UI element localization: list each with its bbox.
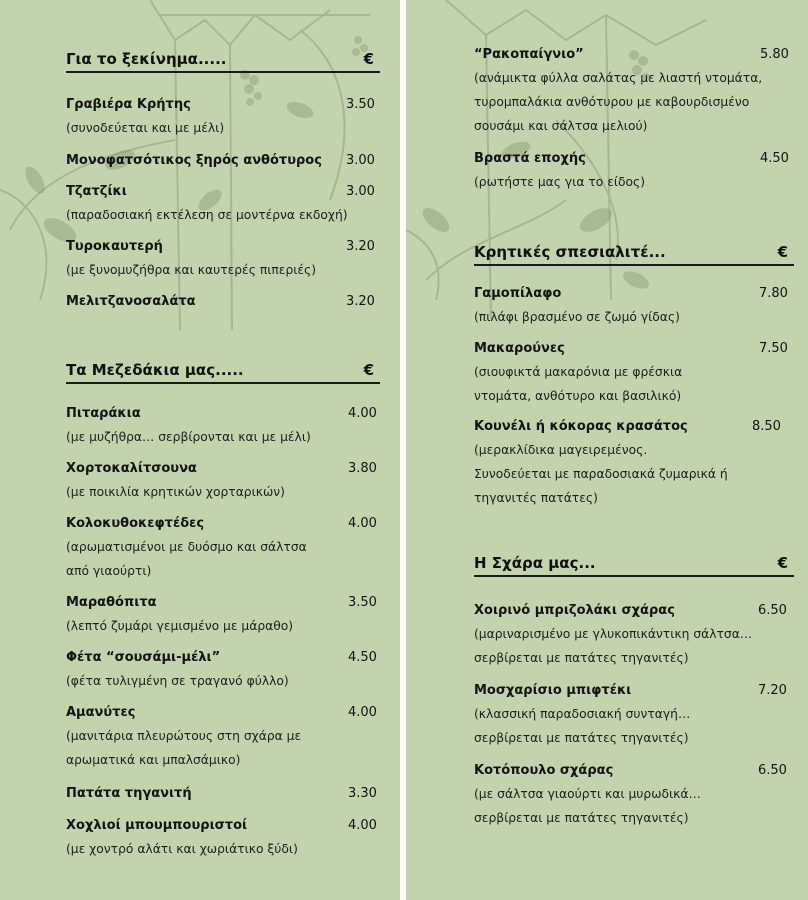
item-description: (φέτα τυλιγμένη σε τραγανό φύλλο) bbox=[66, 674, 289, 688]
section-header-grill bbox=[474, 551, 794, 577]
item-description: (με ποικιλία κρητικών χορταρικών) bbox=[66, 485, 285, 499]
item-price: 7.50 bbox=[759, 341, 788, 356]
item-name: Κοτόπουλο σχάρας bbox=[474, 763, 614, 778]
item-description: τηγανιτές πατάτες) bbox=[474, 491, 598, 505]
item-price: 3.30 bbox=[348, 786, 377, 801]
item-description: από γιαούρτι) bbox=[66, 564, 152, 578]
item-description: σερβίρεται με πατάτες τηγανιτές) bbox=[474, 811, 689, 825]
item-description: (με σάλτσα γιαούρτι και μυρωδικά… bbox=[474, 787, 701, 801]
section-title: Για το ξεκίνημα..... bbox=[66, 50, 227, 68]
item-price: 3.20 bbox=[346, 294, 375, 309]
section-title: Τα Μεζεδάκια μας..... bbox=[66, 361, 244, 379]
item-description: αρωματικά και μπαλσάμικο) bbox=[66, 753, 241, 767]
item-name: Μαραθόπιτα bbox=[66, 595, 157, 610]
item-name: Μοσχαρίσιο μπιφτέκι bbox=[474, 683, 632, 698]
item-price: 7.80 bbox=[759, 286, 788, 301]
item-price: 3.50 bbox=[348, 595, 377, 610]
item-description: (κλασσική παραδοσιακή συνταγή… bbox=[474, 707, 691, 721]
item-name: Τζατζίκι bbox=[66, 184, 127, 199]
section-header-meze bbox=[66, 358, 380, 384]
menu-left-panel bbox=[0, 0, 400, 900]
item-description: Συνοδεύεται με παραδοσιακά ζυμαρικά ή bbox=[474, 467, 728, 481]
item-name: Μονοφατσότικος ξηρός ανθότυρος bbox=[66, 153, 322, 168]
item-description: (με μυζήθρα… σερβίρονται και με μέλι) bbox=[66, 430, 311, 444]
section-title: Κρητικές σπεσιαλιτέ... bbox=[474, 243, 666, 261]
item-price: 5.80 bbox=[760, 47, 789, 62]
item-name: Αμανύτες bbox=[66, 705, 136, 720]
item-price: 3.00 bbox=[346, 153, 375, 168]
item-name: Μακαρούνες bbox=[474, 341, 565, 356]
item-description: τυρομπαλάκια ανθότυρου με καβουρδισμένο bbox=[474, 95, 750, 109]
item-price: 4.50 bbox=[760, 151, 789, 166]
currency-symbol: € bbox=[777, 554, 788, 572]
item-description: ντομάτα, ανθότυρο και βασιλικό) bbox=[474, 389, 682, 403]
item-price: 3.50 bbox=[346, 97, 375, 112]
item-price: 3.00 bbox=[346, 184, 375, 199]
currency-symbol: € bbox=[363, 361, 374, 379]
item-name: Χοχλιοί μπουμπουριστοί bbox=[66, 818, 248, 833]
item-name: Βραστά εποχής bbox=[474, 151, 586, 166]
item-description: (λεπτό ζυμάρι γεμισμένο με μάραθο) bbox=[66, 619, 294, 633]
section-title: Η Σχάρα μας... bbox=[474, 554, 596, 572]
currency-symbol: € bbox=[777, 243, 788, 261]
item-price: 6.50 bbox=[758, 603, 787, 618]
item-description: σερβίρεται με πατάτες τηγανιτές) bbox=[474, 731, 689, 745]
currency-symbol: € bbox=[363, 50, 374, 68]
item-price: 4.00 bbox=[348, 516, 377, 531]
section-header-cretan-specialties bbox=[474, 240, 794, 266]
section-header-starters bbox=[66, 47, 380, 73]
item-name: “Ρακοπαίγνιο” bbox=[474, 47, 584, 62]
item-description: (μαριναρισμένο με γλυκοπικάντικη σάλτσα… bbox=[474, 627, 753, 641]
item-name: Τυροκαυτερή bbox=[66, 239, 163, 254]
item-price: 4.50 bbox=[348, 650, 377, 665]
item-description: (ρωτήστε μας για το είδος) bbox=[474, 175, 646, 189]
item-name: Κουνέλι ή κόκορας κρασάτος bbox=[474, 419, 688, 434]
item-name: Κολοκυθοκεφτέδες bbox=[66, 516, 205, 531]
item-description: (συνοδεύεται και με μέλι) bbox=[66, 121, 225, 135]
menu-right-panel bbox=[406, 0, 808, 900]
item-price: 8.50 bbox=[752, 419, 781, 434]
item-price: 3.20 bbox=[346, 239, 375, 254]
item-name: Πιταράκια bbox=[66, 406, 141, 421]
item-name: Γαμοπίλαφο bbox=[474, 286, 562, 301]
item-description: (με ξυνομυζήθρα και καυτερές πιπεριές) bbox=[66, 263, 317, 277]
item-description: σερβίρεται με πατάτες τηγανιτές) bbox=[474, 651, 689, 665]
item-name: Μελιτζανοσαλάτα bbox=[66, 294, 196, 309]
item-name: Χορτοκαλίτσουνα bbox=[66, 461, 197, 476]
item-description: (με χοντρό αλάτι και χωριάτικο ξύδι) bbox=[66, 842, 298, 856]
item-description: (μανιτάρια πλευρώτους στη σχάρα με bbox=[66, 729, 302, 743]
item-price: 3.80 bbox=[348, 461, 377, 476]
item-price: 4.00 bbox=[348, 818, 377, 833]
item-price: 4.00 bbox=[348, 406, 377, 421]
item-description: (ανάμικτα φύλλα σαλάτας με λιαστή ντομάτα, bbox=[474, 71, 763, 85]
item-description: (πιλάφι βρασμένο σε ζωμό γίδας) bbox=[474, 310, 680, 324]
item-description: (μερακλίδικα μαγειρεμένος. bbox=[474, 443, 648, 457]
item-price: 7.20 bbox=[758, 683, 787, 698]
item-name: Χοιρινό μπριζολάκι σχάρας bbox=[474, 603, 675, 618]
item-description: (σιουφικτά μακαρόνια με φρέσκια bbox=[474, 365, 683, 379]
item-description: (αρωματισμένοι με δυόσμο και σάλτσα bbox=[66, 540, 307, 554]
item-description: σουσάμι και σάλτσα μελιού) bbox=[474, 119, 648, 133]
item-name: Φέτα “σουσάμι-μέλι” bbox=[66, 650, 221, 665]
item-description: (παραδοσιακή εκτέλεση σε μοντέρνα εκδοχή) bbox=[66, 208, 348, 222]
item-name: Πατάτα τηγανιτή bbox=[66, 786, 192, 801]
item-price: 6.50 bbox=[758, 763, 787, 778]
grapevine-illustration bbox=[406, 0, 808, 330]
item-name: Γραβιέρα Κρήτης bbox=[66, 97, 191, 112]
item-price: 4.00 bbox=[348, 705, 377, 720]
